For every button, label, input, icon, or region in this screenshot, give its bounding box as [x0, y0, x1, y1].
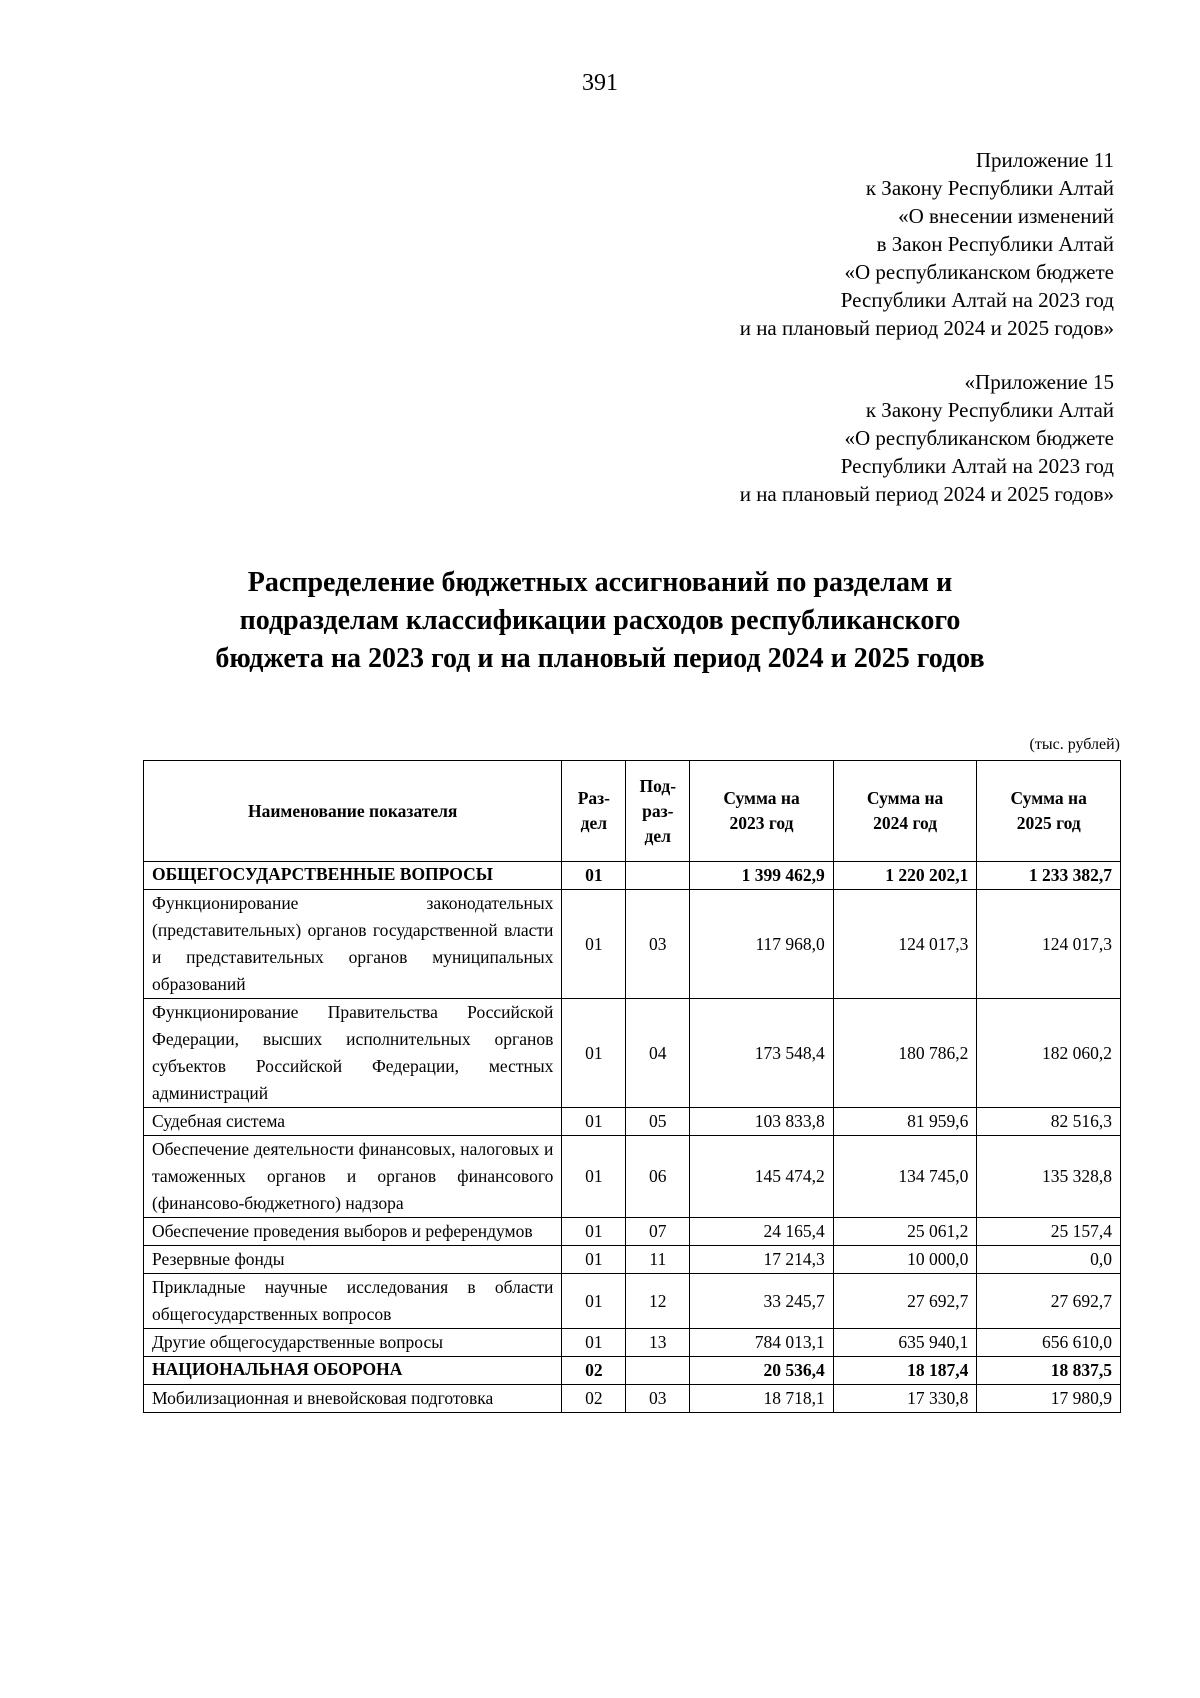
row-sum-2025: 135 328,8 [977, 1136, 1121, 1218]
document-title [100, 564, 1100, 678]
row-name: Резервные фонды [144, 1246, 562, 1274]
row-sum-2024: 25 061,2 [833, 1218, 977, 1246]
annex-line: Республики Алтай на 2023 год [840, 454, 1114, 478]
row-name: Другие общегосударственные вопросы [144, 1329, 562, 1357]
row-podrazdel: 07 [626, 1218, 690, 1246]
table-row [144, 1136, 1121, 1218]
row-sum-2023: 20 536,4 [690, 1357, 834, 1385]
header-sum-2024: Сумма на 2024 год [833, 761, 977, 862]
row-sum-2023: 103 833,8 [690, 1108, 834, 1136]
row-name: Функционирование Правительства Российской Федерации, высших исполнительных органов субъектов Российской Федерации, местных администраций [144, 999, 562, 1108]
row-podrazdel: 04 [626, 999, 690, 1108]
annex-line: Приложение 11 [975, 148, 1114, 172]
row-sum-2023: 145 474,2 [690, 1136, 834, 1218]
table-row [144, 890, 1121, 999]
row-razdel: 02 [562, 1385, 626, 1413]
row-razdel: 01 [562, 890, 626, 999]
row-name: Функционирование законодательных (представительных) органов государственной власти и представительных органов муниципальных образований [144, 890, 562, 999]
row-podrazdel [626, 1357, 690, 1385]
row-razdel: 01 [562, 1108, 626, 1136]
header-podrazdel: Под- раз- дел [626, 761, 690, 862]
row-sum-2025: 0,0 [977, 1246, 1121, 1274]
row-sum-2025: 182 060,2 [977, 999, 1121, 1108]
row-podrazdel: 12 [626, 1274, 690, 1329]
row-sum-2024: 81 959,6 [833, 1108, 977, 1136]
row-podrazdel: 13 [626, 1329, 690, 1357]
annex-line: к Закону Республики Алтай [865, 176, 1114, 200]
budget-table [143, 760, 1121, 1413]
page-number: 391 [582, 70, 618, 96]
row-sum-2024: 635 940,1 [833, 1329, 977, 1357]
header-sum-2023: Сумма на 2023 год [690, 761, 834, 862]
row-sum-2024: 17 330,8 [833, 1385, 977, 1413]
row-sum-2025: 124 017,3 [977, 890, 1121, 999]
row-razdel: 01 [562, 1136, 626, 1218]
annex-reference-15 [740, 368, 1114, 508]
row-podrazdel: 03 [626, 1385, 690, 1413]
row-sum-2025: 25 157,4 [977, 1218, 1121, 1246]
table-row [144, 1329, 1121, 1357]
row-sum-2023: 173 548,4 [690, 999, 834, 1108]
row-sum-2023: 24 165,4 [690, 1218, 834, 1246]
row-sum-2025: 1 233 382,7 [977, 862, 1121, 890]
table-row [144, 1246, 1121, 1274]
row-sum-2025: 18 837,5 [977, 1357, 1121, 1385]
row-name: Мобилизационная и вневойсковая подготовка [144, 1385, 562, 1413]
row-sum-2023: 18 718,1 [690, 1385, 834, 1413]
row-sum-2024: 134 745,0 [833, 1136, 977, 1218]
table-row [144, 999, 1121, 1108]
row-razdel: 01 [562, 1274, 626, 1329]
title-line: подразделам классификации расходов республиканского [239, 605, 961, 636]
table-header-row [144, 761, 1121, 862]
annex-line: «Приложение 15 [964, 370, 1114, 394]
row-name: НАЦИОНАЛЬНАЯ ОБОРОНА [144, 1357, 562, 1385]
annex-line: «О республиканском бюджете [844, 260, 1114, 284]
annex-line: Республики Алтай на 2023 год [840, 288, 1114, 312]
header-sum-2025: Сумма на 2025 год [977, 761, 1121, 862]
row-podrazdel: 06 [626, 1136, 690, 1218]
table-row [144, 862, 1121, 890]
row-razdel: 01 [562, 862, 626, 890]
header-name: Наименование показателя [144, 761, 562, 862]
title-line: бюджета на 2023 год и на плановый период 2024 и 2025 годов [215, 643, 985, 674]
row-sum-2025: 656 610,0 [977, 1329, 1121, 1357]
row-sum-2024: 10 000,0 [833, 1246, 977, 1274]
row-sum-2024: 180 786,2 [833, 999, 977, 1108]
annex-line: «О республиканском бюджете [844, 426, 1114, 450]
row-sum-2024: 1 220 202,1 [833, 862, 977, 890]
annex-line: в Закон Республики Алтай [876, 232, 1114, 256]
row-sum-2023: 1 399 462,9 [690, 862, 834, 890]
row-razdel: 01 [562, 1329, 626, 1357]
row-sum-2023: 784 013,1 [690, 1329, 834, 1357]
row-sum-2025: 82 516,3 [977, 1108, 1121, 1136]
table-row [144, 1385, 1121, 1413]
row-razdel: 02 [562, 1357, 626, 1385]
row-sum-2024: 18 187,4 [833, 1357, 977, 1385]
row-sum-2023: 17 214,3 [690, 1246, 834, 1274]
row-razdel: 01 [562, 1218, 626, 1246]
row-sum-2023: 117 968,0 [690, 890, 834, 999]
row-podrazdel: 05 [626, 1108, 690, 1136]
row-podrazdel: 03 [626, 890, 690, 999]
row-podrazdel [626, 862, 690, 890]
table-row [144, 1357, 1121, 1385]
row-name: Прикладные научные исследования в области общегосударственных вопросов [144, 1274, 562, 1329]
table-row [144, 1108, 1121, 1136]
annex-line: «О внесении изменений [898, 204, 1114, 228]
row-sum-2025: 27 692,7 [977, 1274, 1121, 1329]
title-line: Распределение бюджетных ассигнований по разделам и [247, 567, 953, 598]
header-razdel: Раз- дел [562, 761, 626, 862]
row-podrazdel: 11 [626, 1246, 690, 1274]
annex-line: к Закону Республики Алтай [865, 398, 1114, 422]
annex-line: и на плановый период 2024 и 2025 годов» [739, 482, 1114, 506]
row-sum-2023: 33 245,7 [690, 1274, 834, 1329]
table-row [144, 1218, 1121, 1246]
annex-line: и на плановый период 2024 и 2025 годов» [739, 316, 1114, 340]
row-sum-2024: 27 692,7 [833, 1274, 977, 1329]
row-name: ОБЩЕГОСУДАРСТВЕННЫЕ ВОПРОСЫ [144, 862, 562, 890]
row-sum-2025: 17 980,9 [977, 1385, 1121, 1413]
annex-reference-11 [740, 146, 1114, 342]
row-name: Обеспечение деятельности финансовых, налоговых и таможенных органов и органов финансового (финансово-бюджетного) надзора [144, 1136, 562, 1218]
row-razdel: 01 [562, 1246, 626, 1274]
row-razdel: 01 [562, 999, 626, 1108]
row-sum-2024: 124 017,3 [833, 890, 977, 999]
unit-label: (тыс. рублей) [1029, 736, 1120, 753]
row-name: Обеспечение проведения выборов и референдумов [144, 1218, 562, 1246]
table-row [144, 1274, 1121, 1329]
row-name: Судебная система [144, 1108, 562, 1136]
